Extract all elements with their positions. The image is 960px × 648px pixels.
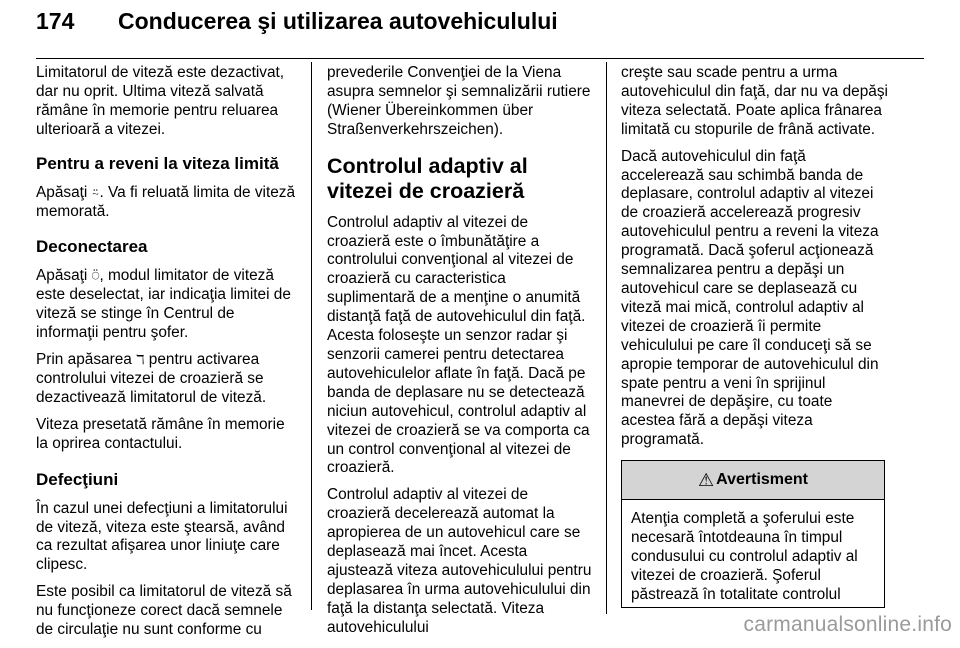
paragraph-vienna-convention: prevederile Convenţiei de la Viena asupra semnelor şi semnalizării rutiere (Wiener Übereinkommen über Straßenverkehrszeichen).: [327, 64, 591, 138]
paragraph-preset-speed: Viteza presetată rămâne în memorie la oprirea contactului.: [36, 415, 285, 452]
paragraph-limiter-deactivated: Limitatorul de viteză este dezactivat, dar nu oprit. Ultima viteză salvată rămâne în memorie pentru reluarea ulterioară a vitezei.: [36, 64, 285, 138]
heading-resume-limit: Pentru a reveni la viteza limită: [36, 153, 279, 173]
paragraph-faults-1: În cazul unei defecţiuni a limitatorului de viteză, viteza este ştearsă, având ca rezultat afişarea unor liniuţe care clipesc.: [36, 499, 288, 574]
speed-limiter-icon: ⍥: [91, 268, 100, 284]
column-divider-2: [606, 62, 607, 614]
heading-faults: Defecţiuni: [36, 469, 119, 489]
warning-title: Avertisment: [716, 470, 809, 488]
watermark: carmanualsonline.info: [743, 613, 952, 636]
paragraph-resume: Apăsaţi ⍨. Va fi reluată limita de viteză memorată.: [36, 183, 296, 220]
paragraph-acc-intro: Controlul adaptiv al vitezei de croazieră este o îmbunătăţire a controlului convenţional al vitezei de croazieră cu caracteristica suplimentară de a menţine o anumită distanţă faţă de autovehiculul din faţă. Acesta foloseşte un senzor radar şi senzorii camerei pentru detectarea autovehiculelor aflate în faţă. Dacă pe banda de deplasare nu se detectează niciun autovehicul, controlul adaptiv al vitezei de croazieră se va comporta ca un control convenţional al vitezei de croazieră.: [327, 213, 590, 477]
column-3: [621, 64, 889, 608]
column-2: [327, 64, 595, 646]
warning-header: [622, 461, 884, 500]
paragraph-disconnect: Apăsaţi ⍥, modul limitator de viteză este deselectat, iar indicaţia limitei de viteză se stinge în Centrul de informaţii pentru şofer.: [36, 267, 291, 342]
paragraph-cruise-press: Prin apăsarea ℸ pentru activarea controlului vitezei de croazieră se dezactivează limitatorul de viteză.: [36, 351, 267, 406]
paragraph-speed-follow: creşte sau scade pentru a urma autovehiculul din faţă, dar nu va depăşi viteza selectată. Poate aplica frânarea limitată cu stopurile de frână activate.: [621, 64, 888, 138]
warning-text: Atenţia completă a şoferului este necesară întotdeauna în timpul condusului cu controlul adaptiv al vitezei de croazieră. Şoferul păstrează în totalitate controlul: [631, 510, 858, 603]
column-1: [36, 64, 300, 648]
column-divider-1: [311, 62, 312, 610]
page-header: [36, 2, 924, 59]
paragraph-acc-decelerate: Controlul adaptiv al vitezei de croazieră decelerează automat la apropierea de un autovehicul care se deplasează mai încet. Acesta ajustează viteza autovehiculului pentru deplasarea în urma autovehiculului din faţă la distanţa selectată. Viteza autovehiculului: [327, 486, 592, 636]
heading-adaptive-cruise: Controlul adaptiv al vitezei de croazieră: [327, 153, 528, 203]
warning-box: [621, 460, 885, 608]
paragraph-faults-2: Este posibil ca limitatorul de viteză să nu funcţioneze corect dacă semnele de circulaţie nu sunt conforme cu: [36, 583, 292, 639]
heading-disconnect: Deconectarea: [36, 237, 148, 257]
chapter-title: Conducerea şi utilizarea autovehiculului: [118, 8, 558, 34]
paragraph-overtake: Dacă autovehiculul din faţă accelerează sau schimbă banda de deplasare, controlul adaptiv al vitezei de croazieră accelerează progresiv autovehiculul pentru a reveni la viteza programată. Dacă şoferul acţionează semnalizarea pentru a depăşi un autovehicul care se deplasează cu viteză mai mică, controlul adaptiv al vitezei de croazieră îi permite vehiculului pe care îl conduceţi să se apropie temporar de autovehiculul din spate pentru a veni în sprijinul manevrei de depăşire, cu toate acestea fără a depăşi viteza programată.: [621, 147, 879, 449]
resume-speed-icon: ⍨: [91, 184, 100, 200]
warning-triangle-icon: ⚠: [697, 469, 715, 490]
page-number: 174: [36, 8, 75, 34]
cruise-control-icon: ℸ: [136, 352, 145, 368]
